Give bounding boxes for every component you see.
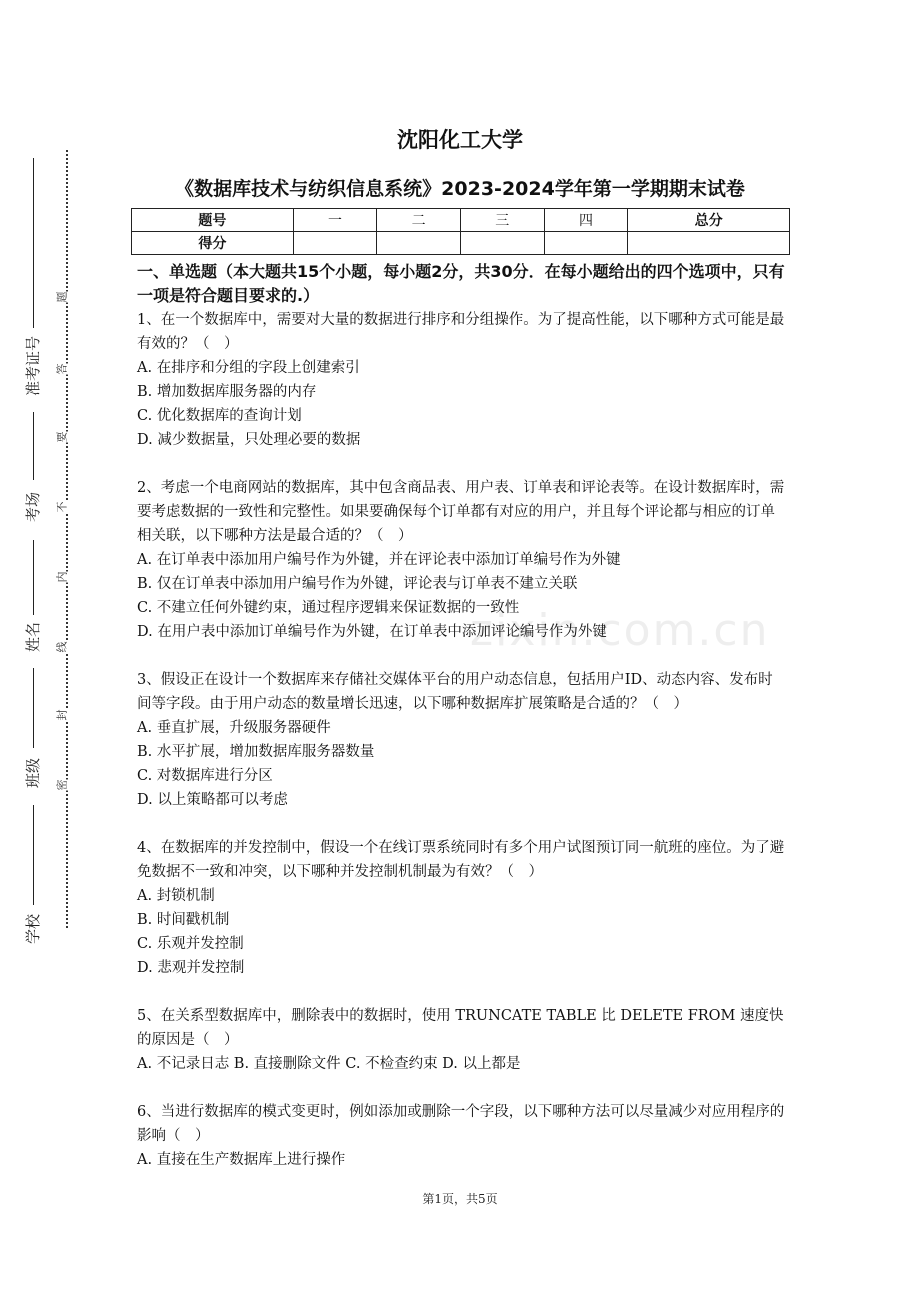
school-title: 沈阳化工大学 (397, 128, 523, 152)
question-1 (137, 308, 787, 452)
question-option: D. 悲观并发控制 (137, 960, 245, 976)
question-option: A. 在排序和分组的字段上创建索引 (137, 360, 360, 376)
header-cell: 总分 (628, 209, 790, 232)
question-option: B. 时间戳机制 (137, 912, 230, 928)
question-option: D. 减少数据量，只处理必要的数据 (137, 432, 361, 448)
seal-char: 内 (55, 571, 69, 583)
score-table-header-row (132, 209, 790, 232)
score-table-score-row (132, 232, 790, 255)
seal-char: 线 (55, 641, 69, 653)
class-line (33, 668, 34, 748)
header-cell: 三 (460, 209, 544, 232)
header-cell: 二 (377, 209, 461, 232)
section-heading: 一、单选题（本大题共15个小题，每小题2分，共30分．在每小题给出的四个选项中，只有一项是符合题目要求的.） (137, 262, 785, 305)
seal-dotted-line (66, 150, 68, 928)
score-row-label: 得分 (132, 232, 294, 255)
question-stem: 3、假设正在设计一个数据库来存储社交媒体平台的用户动态信息，包括用户ID、动态内容、发布时间等字段。由于用户动态的数量增长迅速，以下哪种数据库扩展策略是合适的？（ ） (137, 672, 773, 712)
seal-char: 不 (55, 501, 69, 513)
question-option: C. 优化数据库的查询计划 (137, 408, 302, 424)
seal-char: 要 (55, 431, 69, 443)
exam-room-line (33, 412, 34, 480)
score-cell[interactable] (460, 232, 544, 255)
sidebar-label-school: 学校 (24, 913, 42, 944)
question-option: C. 不建立任何外键约束，通过程序逻辑来保证数据的一致性 (137, 600, 520, 616)
score-cell[interactable] (293, 232, 377, 255)
seal-char: 答 (55, 363, 69, 375)
sidebar-label-exam-room: 考场 (24, 491, 42, 522)
header-cell: 一 (293, 209, 377, 232)
question-6 (137, 1100, 787, 1172)
page-footer: 第1页，共5页 (422, 1192, 498, 1206)
sidebar-label-class: 班级 (24, 757, 42, 788)
question-stem: 6、当进行数据库的模式变更时，例如添加或删除一个字段，以下哪种方法可以尽量减少对应用程序的影响（ ） (137, 1104, 785, 1144)
score-cell[interactable] (377, 232, 461, 255)
question-option: C. 对数据库进行分区 (137, 768, 273, 784)
question-4 (137, 836, 787, 980)
question-2 (137, 476, 787, 644)
question-5 (137, 1004, 787, 1076)
question-option: B. 增加数据库服务器的内存 (137, 384, 317, 400)
seal-char: 密 (55, 779, 69, 791)
question-option: D. 在用户表中添加订单编号作为外键，在订单表中添加评论编号作为外键 (137, 624, 607, 640)
name-line (33, 540, 34, 615)
watermark: zixin.com.cn (470, 605, 770, 656)
seal-char: 封 (55, 709, 69, 721)
question-option: A. 封锁机制 (137, 888, 215, 904)
question-option: C. 乐观并发控制 (137, 936, 244, 952)
question-stem: 5、在关系型数据库中，删除表中的数据时，使用 TRUNCATE TABLE 比 DELETE FROM 速度快的原因是（ ） (137, 1008, 784, 1048)
header-cell: 四 (544, 209, 628, 232)
sidebar-label-exam-number: 准考证号 (24, 335, 42, 396)
exam-title: 《数据库技术与纺织信息系统》2023-2024学年第一学期期末试卷 (175, 178, 745, 200)
question-stem: 2、考虑一个电商网站的数据库，其中包含商品表、用户表、订单表和评论表等。在设计数据库时，需要考虑数据的一致性和完整性。如果要确保每个订单都有对应的用户，并且每个评论都与相应的订单相关联，以下哪种方法是最合适的？（ ） (137, 480, 785, 544)
score-cell[interactable] (628, 232, 790, 255)
question-option: B. 仅在订单表中添加用户编号作为外键，评论表与订单表不建立关联 (137, 576, 578, 592)
question-3 (137, 668, 787, 812)
score-table (131, 208, 790, 255)
question-option: A. 不记录日志 B. 直接删除文件 C. 不检查约束 D. 以上都是 (137, 1056, 521, 1072)
question-option: A. 在订单表中添加用户编号作为外键，并在评论表中添加订单编号作为外键 (137, 552, 621, 568)
score-cell[interactable] (544, 232, 628, 255)
exam-content (137, 260, 787, 1172)
question-option: A. 直接在生产数据库上进行操作 (137, 1152, 346, 1168)
header-cell: 题号 (132, 209, 294, 232)
question-option: A. 垂直扩展，升级服务器硬件 (137, 720, 331, 736)
question-stem: 1、在一个数据库中，需要对大量的数据进行排序和分组操作。为了提高性能，以下哪种方式可能是最有效的？（ ） (137, 312, 785, 352)
question-option: D. 以上策略都可以考虑 (137, 792, 288, 808)
sidebar-label-name: 姓名 (24, 621, 42, 652)
seal-char: 题 (55, 291, 69, 303)
question-stem: 4、在数据库的并发控制中，假设一个在线订票系统同时有多个用户试图预订同一航班的座位。为了避免数据不一致和冲突，以下哪种并发控制机制最为有效？（ ） (137, 840, 785, 880)
school-line (33, 805, 34, 905)
question-option: B. 水平扩展，增加数据库服务器数量 (137, 744, 375, 760)
